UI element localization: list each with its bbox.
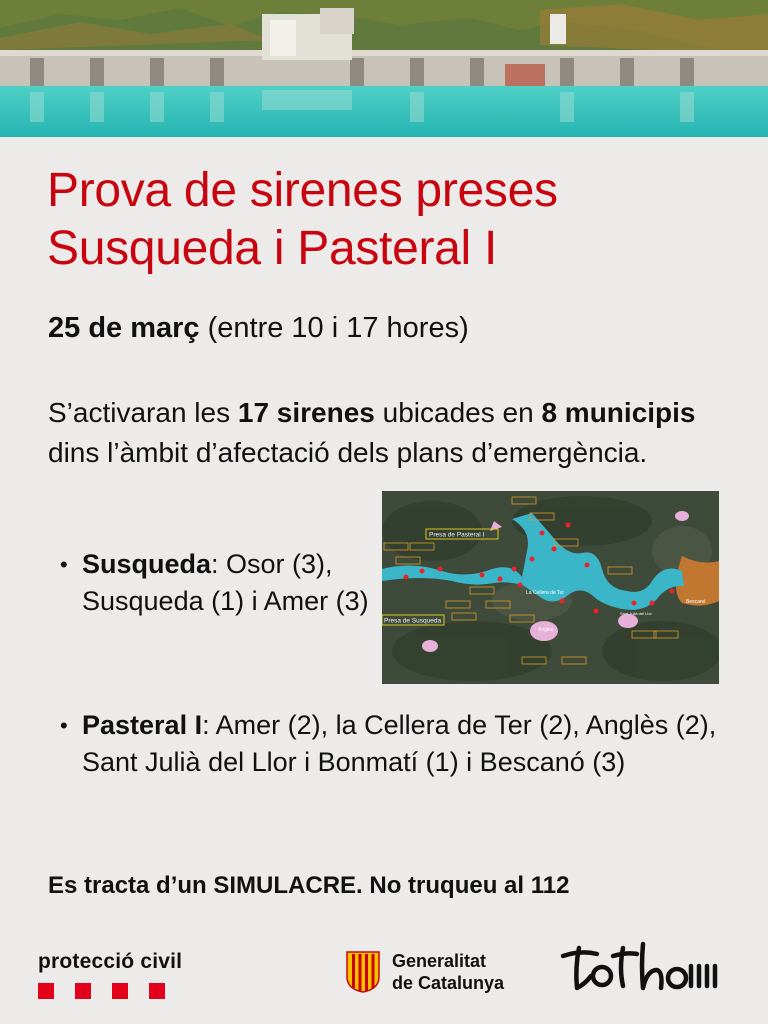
intro-text-3: dins l’àmbit d’afectació dels plans d’emergència. [48,437,648,468]
intro-paragraph [48,393,738,473]
date-hours: (entre 10 i 17 hores) [207,312,469,344]
list-item-head: Pasteral I [82,710,203,740]
list-item-text: : Amer (2), la Cellera de Ter (2), Anglès (2), Sant Julià del Llor i Bonmatí (1) i Bescanó (3) [82,710,717,777]
map-label-pasteral: Presa de Pasteral I [429,531,485,539]
intro-text-1: S’activaran les [48,397,231,428]
list-bullet: • [60,713,68,738]
proteccio-civil-logo [38,950,182,999]
title-line-1: Prova de sirenes preses [47,164,558,217]
proteccio-civil-name: protecció civil [38,950,183,973]
map-label-susqueda: Presa de Susqueda [384,617,442,625]
generalitat-logo [346,950,504,994]
generalitat-line-2: de Catalunya [392,973,505,993]
map-label-angles: Anglès [538,627,554,633]
list-item-head: Susqueda [82,549,212,579]
intro-sirens-count: 17 sirenes [237,397,375,428]
siren-map [382,491,719,684]
tothom-logo [557,938,727,1003]
list-bullet: • [60,552,68,577]
list-item-text: : Osor (3), Susqueda (1) i Amer (3) [82,549,369,616]
simulation-notice: Es tracta d’un SIMULACRE. No truqueu al 112 [48,872,570,899]
intro-municipalities-count: 8 municipis [541,397,696,428]
map-label-santjulia: Sant Julià del Llor [620,611,652,616]
map-label-cellera: La Cellera de Ter [526,590,564,596]
proteccio-civil-squares [38,983,182,999]
page-title [47,162,747,278]
intro-text-2: ubicades en [382,397,534,428]
header-photo [0,0,768,137]
date-bold: 25 de març [48,312,200,344]
title-line-2: Susqueda i Pasteral I [47,222,497,275]
generalitat-shield-icon [346,951,380,993]
generalitat-line-1: Generalitat [392,951,487,971]
event-date [48,308,469,348]
map-label-bescano: Bescanó [686,599,706,605]
